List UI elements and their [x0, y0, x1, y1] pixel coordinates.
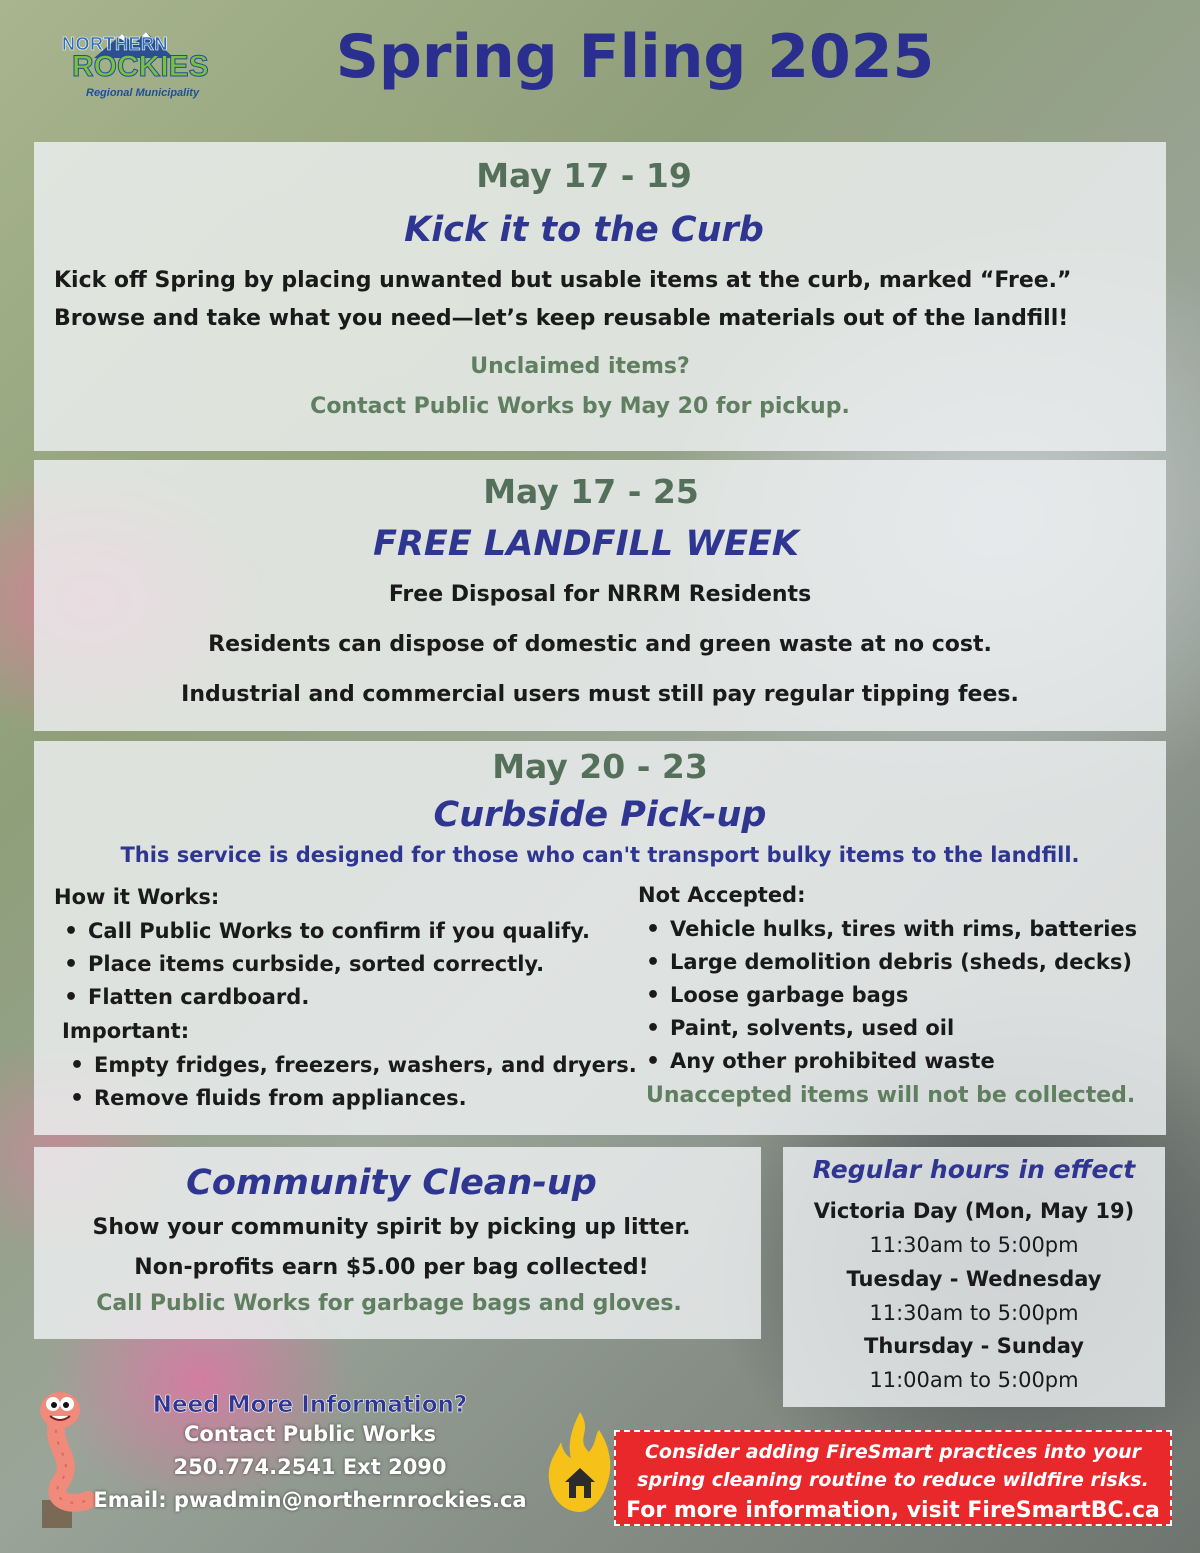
hours-row-label: Victoria Day (Mon, May 19) [813, 1199, 1135, 1223]
pickup-heading: Curbside Pick-up [433, 795, 767, 835]
contact-block [80, 1392, 540, 1517]
not-accepted-note: Unaccepted items will not be collected. [646, 1083, 1136, 1108]
logo-line-rockies: ROCKIES [72, 50, 209, 83]
how-item: • Place items curbside, sorted correctly. [56, 948, 590, 981]
how-item: • Flatten cardboard. [56, 981, 590, 1014]
not-accepted-title: Not Accepted: [638, 883, 806, 907]
page-title: Spring Fling 2025 [335, 22, 935, 92]
curb-note-line1: Unclaimed items? [470, 354, 690, 379]
not-accepted-item: • Paint, solvents, used oil [638, 1012, 1137, 1045]
curb-body-line2: Browse and take what you need—let’s keep reusable materials out of the landfill! [54, 306, 1069, 331]
landfill-heading: FREE LANDFILL WEEK [373, 524, 799, 564]
how-item: • Call Public Works to confirm if you qualify. [56, 915, 590, 948]
cleanup-panel [34, 1147, 761, 1339]
cleanup-line2: Non-profits earn $5.00 per bag collected! [134, 1255, 649, 1280]
firesmart-link[interactable]: For more information, visit FireSmartBC.ca [626, 1498, 1160, 1523]
curb-heading: Kick it to the Curb [404, 210, 764, 250]
curb-date: May 17 - 19 [476, 156, 692, 195]
pickup-subtitle: This service is designed for those who can't transport bulky items to the landfill. [120, 843, 1080, 867]
important-item: • Empty fridges, freezers, washers, and dryers. [62, 1049, 637, 1082]
curb-body-line1: Kick off Spring by placing unwanted but usable items at the curb, marked “Free.” [54, 268, 1072, 293]
important-item: • Remove fluids from appliances. [62, 1082, 637, 1115]
hours-row-time: 11:30am to 5:00pm [869, 1301, 1079, 1325]
hours-heading: Regular hours in effect [812, 1155, 1136, 1184]
contact-email: Email: pwadmin@northernrockies.ca [93, 1488, 527, 1512]
not-accepted-item: • Any other prohibited waste [638, 1045, 1137, 1078]
landfill-date: May 17 - 25 [483, 472, 699, 511]
important-title: Important: [62, 1019, 190, 1043]
cleanup-line3: Call Public Works for garbage bags and gloves. [96, 1291, 682, 1316]
how-list [56, 915, 590, 1014]
not-accepted-item: • Large demolition debris (sheds, decks) [638, 946, 1137, 979]
not-accepted-list [638, 913, 1137, 1078]
firesmart-flame-icon [545, 1408, 615, 1516]
pickup-panel [34, 741, 1166, 1135]
northern-rockies-logo [58, 30, 218, 102]
logo-line-northern: NORTHERN [62, 34, 168, 54]
logo-line-regional: Regional Municipality [86, 87, 200, 99]
contact-title: Need More Information? [152, 1392, 468, 1418]
landfill-line2: Residents can dispose of domestic and green waste at no cost. [208, 632, 992, 657]
contact-phone: 250.774.2541 Ext 2090 [173, 1455, 447, 1479]
hours-row-time: 11:30am to 5:00pm [869, 1233, 1079, 1257]
cleanup-line1: Show your community spirit by picking up litter. [92, 1215, 691, 1240]
firesmart-line2: spring cleaning routine to reduce wildfire risks. [637, 1469, 1149, 1491]
hours-panel [783, 1147, 1165, 1407]
how-title: How it Works: [54, 885, 220, 909]
hours-row-label: Tuesday - Wednesday [846, 1267, 1102, 1291]
landfill-line3: Industrial and commercial users must still pay regular tipping fees. [181, 682, 1019, 707]
important-list [62, 1049, 637, 1115]
firesmart-notice [614, 1430, 1172, 1526]
hours-row-time: 11:00am to 5:00pm [869, 1368, 1079, 1392]
landfill-line1: Free Disposal for NRRM Residents [388, 582, 812, 607]
curb-note-line2: Contact Public Works by May 20 for pickup. [310, 394, 850, 419]
curb-panel [34, 142, 1166, 451]
hours-row-label: Thursday - Sunday [864, 1334, 1084, 1358]
landfill-panel [34, 460, 1166, 731]
cleanup-heading: Community Clean-up [186, 1163, 597, 1203]
not-accepted-item: • Loose garbage bags [638, 979, 1137, 1012]
contact-line: Contact Public Works [184, 1422, 436, 1446]
not-accepted-item: • Vehicle hulks, tires with rims, batteries [638, 913, 1137, 946]
firesmart-line1: Consider adding FireSmart practices into your [644, 1441, 1142, 1463]
pickup-date: May 20 - 23 [492, 747, 708, 786]
